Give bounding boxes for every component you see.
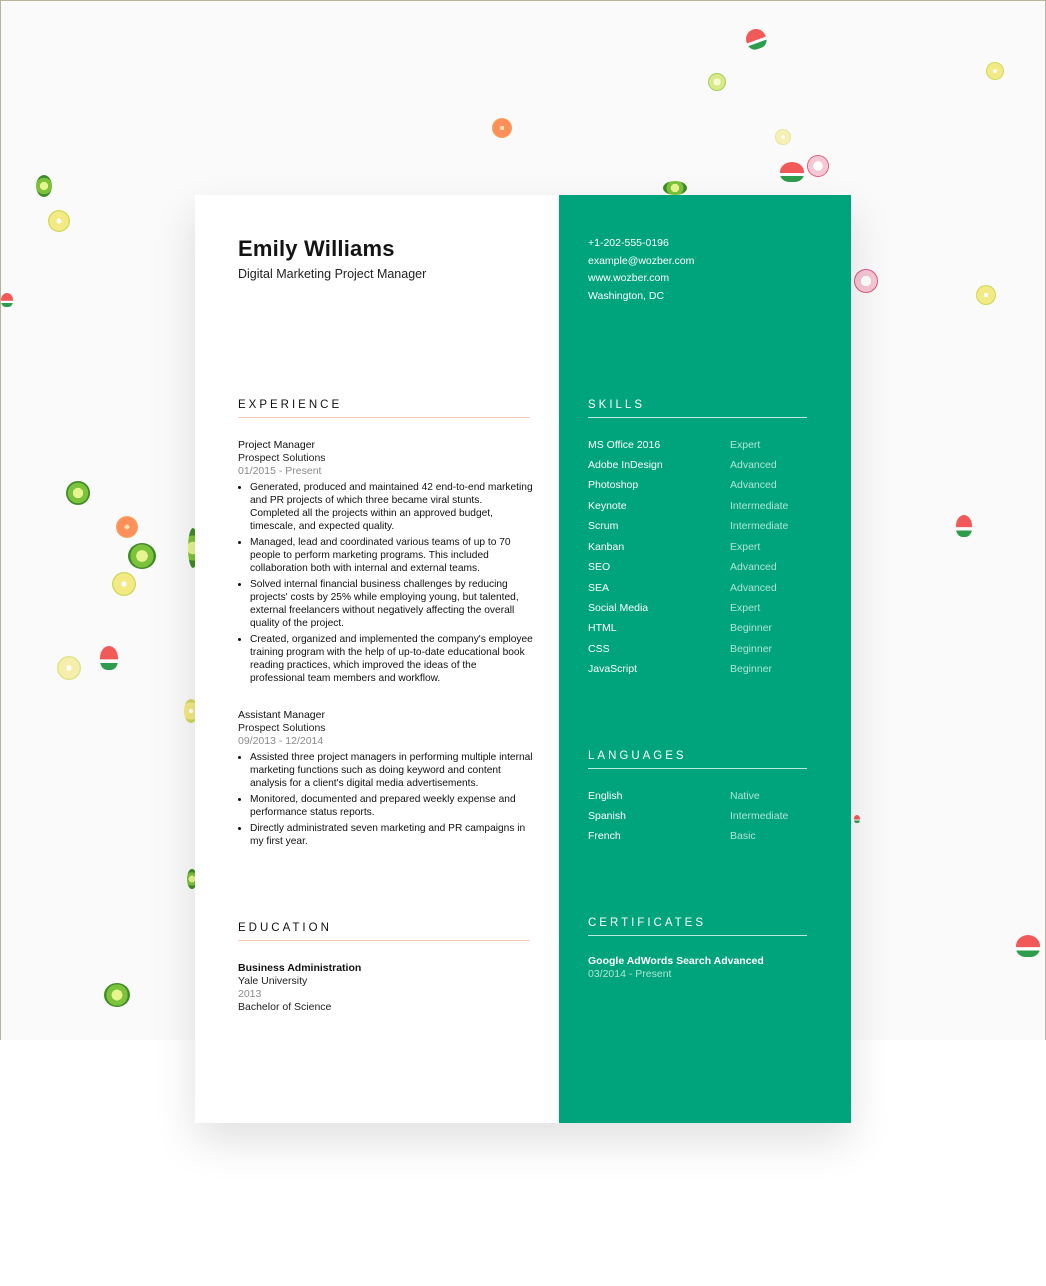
lemon-icon	[986, 62, 1004, 80]
education-year: 2013	[238, 988, 262, 1000]
job-company: Prospect Solutions	[238, 722, 326, 734]
orange-icon	[116, 516, 138, 538]
skill-name: SEA	[588, 582, 610, 594]
kiwi-icon	[36, 175, 52, 197]
skill-item	[588, 459, 818, 473]
language-item	[588, 830, 818, 844]
skill-level: Beginner	[730, 663, 773, 675]
kiwi-icon	[663, 181, 687, 195]
experience-divider	[238, 417, 530, 418]
contact-email[interactable]: example@wozber.com	[588, 254, 695, 267]
job-dates: 01/2015 - Present	[238, 465, 322, 477]
watermelon-icon	[1016, 935, 1040, 957]
skill-name: Scrum	[588, 520, 619, 532]
education-level: Bachelor of Science	[238, 1001, 332, 1013]
lemon-icon	[976, 285, 996, 305]
kiwi-icon	[66, 481, 90, 505]
watermelon-icon	[743, 26, 769, 52]
job-bullets	[238, 481, 533, 685]
skill-level: Beginner	[730, 622, 773, 634]
skill-item	[588, 582, 818, 596]
skill-level: Expert	[730, 541, 761, 553]
job-bullet: • Created, organized and implemented the company's employee training program with the help of up-to-date educational book reading practices, which improved the ideas of the professional team members and workflow.	[250, 633, 533, 685]
skill-item	[588, 520, 818, 534]
skill-level: Advanced	[730, 479, 777, 491]
skill-name: Photoshop	[588, 479, 639, 491]
education-degree: Business Administration	[238, 962, 362, 974]
lemon-icon	[57, 656, 81, 680]
education-entry	[238, 962, 533, 1014]
lemon-icon	[48, 210, 70, 232]
skill-item	[588, 561, 818, 575]
watermelon-icon	[1, 293, 13, 307]
watermelon-icon	[780, 162, 804, 182]
education-heading: EDUCATION	[238, 922, 332, 934]
contact-block	[588, 235, 694, 305]
skills-heading: SKILLS	[588, 399, 645, 411]
certificate-name: Google AdWords Search Advanced	[588, 955, 764, 967]
skill-level: Advanced	[730, 582, 777, 594]
skill-level: Intermediate	[730, 520, 789, 532]
skill-level: Advanced	[730, 561, 777, 573]
skill-name: Social Media	[588, 602, 649, 614]
job-bullet: • Monitored, documented and prepared weekly expense and performance status reports.	[250, 793, 533, 819]
contact-location: Washington, DC	[588, 289, 665, 302]
job-bullet: • Assisted three project managers in performing multiple internal marketing functions such as doing keyword and content analysis for a client's digital media advertisements.	[250, 751, 533, 790]
watermelon-icon	[854, 815, 860, 823]
kiwi-icon	[104, 983, 130, 1007]
job-company: Prospect Solutions	[238, 452, 326, 464]
certificates-divider	[588, 935, 807, 936]
skill-level: Advanced	[730, 459, 777, 471]
skill-name: SEO	[588, 561, 611, 573]
skill-item	[588, 439, 818, 453]
language-level: Native	[730, 790, 760, 802]
dragonfruit-icon	[854, 269, 878, 293]
language-name: French	[588, 830, 621, 842]
education-divider	[238, 940, 530, 941]
skill-item	[588, 602, 818, 616]
languages-divider	[588, 768, 807, 769]
experience-heading: EXPERIENCE	[238, 399, 343, 411]
skill-item	[588, 663, 818, 677]
lemon-icon	[775, 129, 791, 145]
job-bullet: • Managed, lead and coordinated various teams of up to 70 people to perform marketing programs. This included collaboration both with internal and external teams.	[250, 536, 533, 575]
skill-item	[588, 622, 818, 636]
skill-item	[588, 643, 818, 657]
job-bullets	[238, 751, 533, 848]
language-item	[588, 790, 818, 804]
skill-level: Beginner	[730, 643, 773, 655]
contact-phone[interactable]: +1-202-555-0196	[588, 237, 669, 249]
language-item	[588, 810, 818, 824]
skill-name: JavaScript	[588, 663, 638, 675]
certificates-heading: CERTIFICATES	[588, 917, 706, 929]
candidate-name: Emily Williams	[238, 236, 395, 261]
watermelon-icon	[956, 515, 972, 537]
job-role: Project Manager	[238, 439, 316, 451]
certificate-entry	[588, 955, 764, 981]
language-name: English	[588, 790, 623, 802]
skill-level: Expert	[730, 602, 761, 614]
language-name: Spanish	[588, 810, 626, 822]
skill-name: HTML	[588, 622, 617, 634]
watermelon-icon	[100, 646, 118, 670]
skill-item	[588, 500, 818, 514]
job-entry	[238, 439, 533, 688]
job-bullet: • Directly administrated seven marketing and PR campaigns in my first year.	[250, 822, 533, 848]
language-level: Intermediate	[730, 810, 789, 822]
dragonfruit-icon	[807, 155, 829, 177]
skill-name: Kanban	[588, 541, 625, 553]
skill-name: CSS	[588, 643, 610, 655]
skill-item	[588, 541, 818, 555]
skill-name: Keynote	[588, 500, 627, 512]
job-role: Assistant Manager	[238, 709, 325, 721]
kiwi-icon	[128, 543, 156, 569]
skill-item	[588, 479, 818, 493]
job-entry	[238, 709, 533, 851]
resume-document	[195, 195, 851, 1123]
skill-name: Adobe InDesign	[588, 459, 663, 471]
language-level: Basic	[730, 830, 756, 842]
resume-left-column	[195, 195, 559, 1123]
lime-icon	[708, 73, 726, 91]
orange-icon	[492, 118, 512, 138]
languages-heading: LANGUAGES	[588, 750, 687, 762]
job-bullet: • Generated, produced and maintained 42 end-to-end marketing and PR projects of which three became viral stunts. Completed all the projects within an approved budget, timescale, and expected quality.	[250, 481, 533, 533]
resume-right-column	[559, 195, 851, 1123]
lemon-icon	[112, 572, 136, 596]
education-school: Yale University	[238, 975, 308, 987]
job-bullet: • Solved internal financial business challenges by reducing projects' costs by 25% while employing young, but talented, external freelancers without negatively affecting the overall quality of the project.	[250, 578, 533, 630]
skill-name: MS Office 2016	[588, 439, 661, 451]
skill-level: Intermediate	[730, 500, 789, 512]
skills-divider	[588, 417, 807, 418]
job-dates: 09/2013 - 12/2014	[238, 735, 324, 747]
certificate-dates: 03/2014 - Present	[588, 968, 672, 980]
contact-website[interactable]: www.wozber.com	[588, 272, 670, 285]
skill-level: Expert	[730, 439, 761, 451]
candidate-title: Digital Marketing Project Manager	[238, 267, 427, 281]
